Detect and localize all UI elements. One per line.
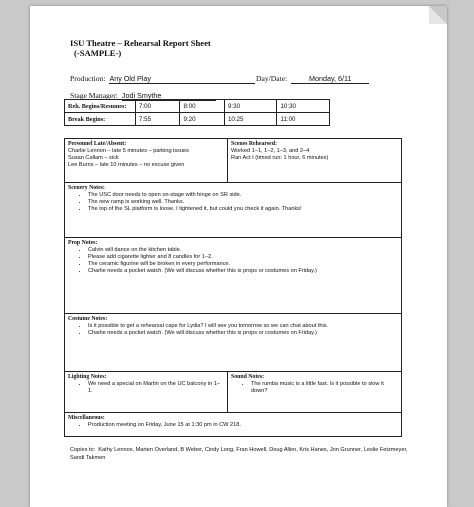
date-row [256,68,369,86]
copies-list: Kathy Lennox, Marten Overland, B Weber, Cindy Long, Fran Howell, Doug Allen, Kris Hanes, Jon Grunner, Leslie Fetzmeyer, Sandi Takmen [70,447,408,461]
costume-heading: Costume Notes: [68,316,108,322]
list-item: • The new ramp is working well. Thanks. [88,199,398,206]
list-item: Ran Act I (timed run: 1 hour, 6 minutes) [231,154,329,161]
list-item: • Please add cigarette lighter and 8 candles for 1–2. [88,254,398,261]
table-row [65,100,330,113]
table-cell: 7:55 [136,113,180,126]
list-item: Charlie Lennon – late 5 minutes – parking issues [68,147,189,154]
stage-manager-value: Jodi Smythe [121,91,162,100]
costume-notes-box [64,313,402,372]
table-cell: 7:00 [136,100,180,113]
production-value: Any Old Play [109,74,151,83]
prop-notes-box [64,237,402,314]
break-label: Break Begins: [65,113,136,126]
list-item: • Charlie needs a pocket watch. (We will discuss whether this is props or costumes on Friday.) [88,268,398,275]
production-label: Production: [70,74,106,83]
list-item: • Production meeting on Friday, June 15 at 1:30 pm in CW 218. [88,422,398,429]
sound-notes-box [227,371,402,413]
scenes-heading: Scenes Rehearsed: [231,141,277,147]
page-fold [429,6,447,24]
misc-notes-box [64,412,402,437]
table-cell: 9:30 [224,100,277,113]
stage-manager-label: Stage Manager: [70,91,118,100]
misc-heading: Miscellaneous: [68,415,105,421]
list-item: • The USC door needs to open on-stage with hinge on SR side. [88,192,398,199]
table-cell: 10:25 [224,113,277,126]
lighting-notes-box [64,371,228,413]
table-row [65,113,330,126]
list-item: Lee Burns – late 10 minutes – no excuse given [68,161,185,168]
list-item: Susan Callam – sick [68,154,119,161]
scenes-box [227,138,402,183]
table-cell: 8:00 [180,100,224,113]
costume-list [68,323,398,337]
copies-to [70,446,408,462]
page-subtitle: (-SAMPLE-) [74,48,122,58]
table-cell: 10:30 [277,100,330,113]
list-item: • Calvin will dance on the kitchen table. [88,247,398,254]
date-value: Monday, 6/11 [308,74,352,83]
misc-list [68,422,398,429]
scenery-heading: Scenery Notes: [68,185,105,191]
production-row [70,68,255,86]
copies-label: Copies to: [70,447,96,453]
list-item: • The top of the SL platform is loose. I tightened it, but could you check it again. Thanks! [88,206,398,213]
date-field [291,74,369,84]
lighting-heading: Lighting Notes: [68,374,107,380]
list-item: • Is it possible to get a rehearsal cape for Lydia? I will see you tomorrow so we can chat about this. [88,323,398,330]
props-heading: Prop Notes: [68,240,98,246]
rehearsal-times-table [64,99,330,126]
sound-list [231,381,398,395]
list-item: • Charlie needs a pocket watch. (We will discuss whether this is props or costumes on Friday.) [88,330,398,337]
scenery-list [68,192,398,213]
report-page [30,6,447,507]
date-label: Day/Date: [256,74,288,83]
table-cell: 9:20 [180,113,224,126]
personnel-box [64,138,228,183]
scenery-notes-box [64,182,402,238]
resume-label: Reh. Begins/Resumes: [65,100,136,113]
personnel-heading: Personnel Late/Absent: [68,141,127,147]
list-item: • The ceramic figurine will be broken in every performance. [88,261,398,268]
list-item: • The rumba music is a little fast. Is it possible to slow it down? [251,381,398,395]
list-item: Worked 1–1, 1–2, 1–3, and 2–4 [231,147,310,154]
props-list [68,247,398,275]
sound-heading: Sound Notes: [231,374,265,380]
production-field [109,74,255,84]
page-title: ISU Theatre – Rehearsal Report Sheet [70,38,211,48]
lighting-list [68,381,224,395]
table-cell: 11:00 [277,113,330,126]
list-item: • We need a special on Martin on the UC balcony in 1–1. [88,381,224,395]
